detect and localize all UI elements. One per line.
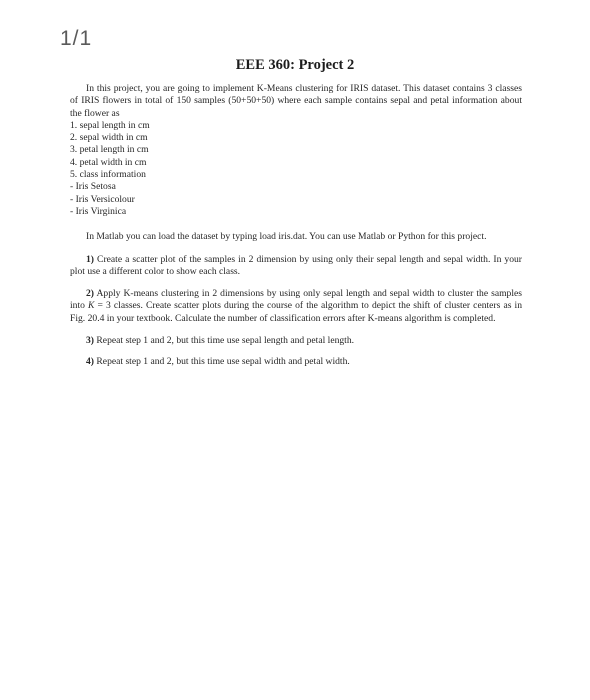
spacer [70,325,522,335]
list-item: - Iris Versicolour [70,193,135,205]
list-item: 2. sepal width in cm [70,132,148,144]
step-number: 4) [86,356,94,368]
step-text: Apply K-means clustering in 2 dimensions by using only sepal length and sepal width to cluster the samples into [70,288,522,312]
spacer [70,347,522,356]
list-item: - Iris Setosa [70,181,116,193]
step-number: 2) [86,288,94,300]
step-4 [70,356,522,368]
spacer [70,244,522,254]
list-item: 3. petal length in cm [70,144,149,156]
spacer [70,218,522,231]
step-text: = 3 classes. Create scatter plots during the course of the algorithm to depict the shift of cluster centers as in Fig. 20.4 in your textbook. Calculate the number of classification errors after K-means algorithm is completed. [70,300,522,324]
step-number: 1) [86,253,94,265]
step-2 [70,288,522,325]
list-item: - Iris Virginica [70,205,127,217]
step-3 [70,335,522,347]
matlab-note: In Matlab you can load the dataset by typing load iris.dat. You can use Matlab or Python for this project. [86,231,487,243]
document-body [70,83,522,369]
intro-paragraph: In this project, you are going to implement K-Means clustering for IRIS dataset. This dataset contains 3 classes of IRIS flowers in total of 150 samples (50+50+50) where each sample contains sepal and petal information about the flower as [70,83,522,119]
step-text: Repeat step 1 and 2, but this time use sepal length and petal length. [96,335,355,347]
list-item: 5. class information [70,169,146,181]
math-variable: K [88,300,95,312]
step-text: Create a scatter plot of the samples in 2 dimension by using only their sepal length and sepal width. In your plot use a different color to show each class. [70,253,522,277]
document-title: EEE 360: Project 2 [235,57,355,73]
step-1 [70,254,522,279]
page-indicator: 1/1 [60,27,93,50]
list-item: 4. petal width in cm [70,156,147,168]
spacer [70,278,522,288]
list-item: 1. sepal length in cm [70,119,150,131]
step-number: 3) [86,335,94,347]
step-text: Repeat step 1 and 2, but this time use sepal width and petal width. [96,356,350,368]
attribute-list [70,120,522,181]
class-list [70,181,522,218]
